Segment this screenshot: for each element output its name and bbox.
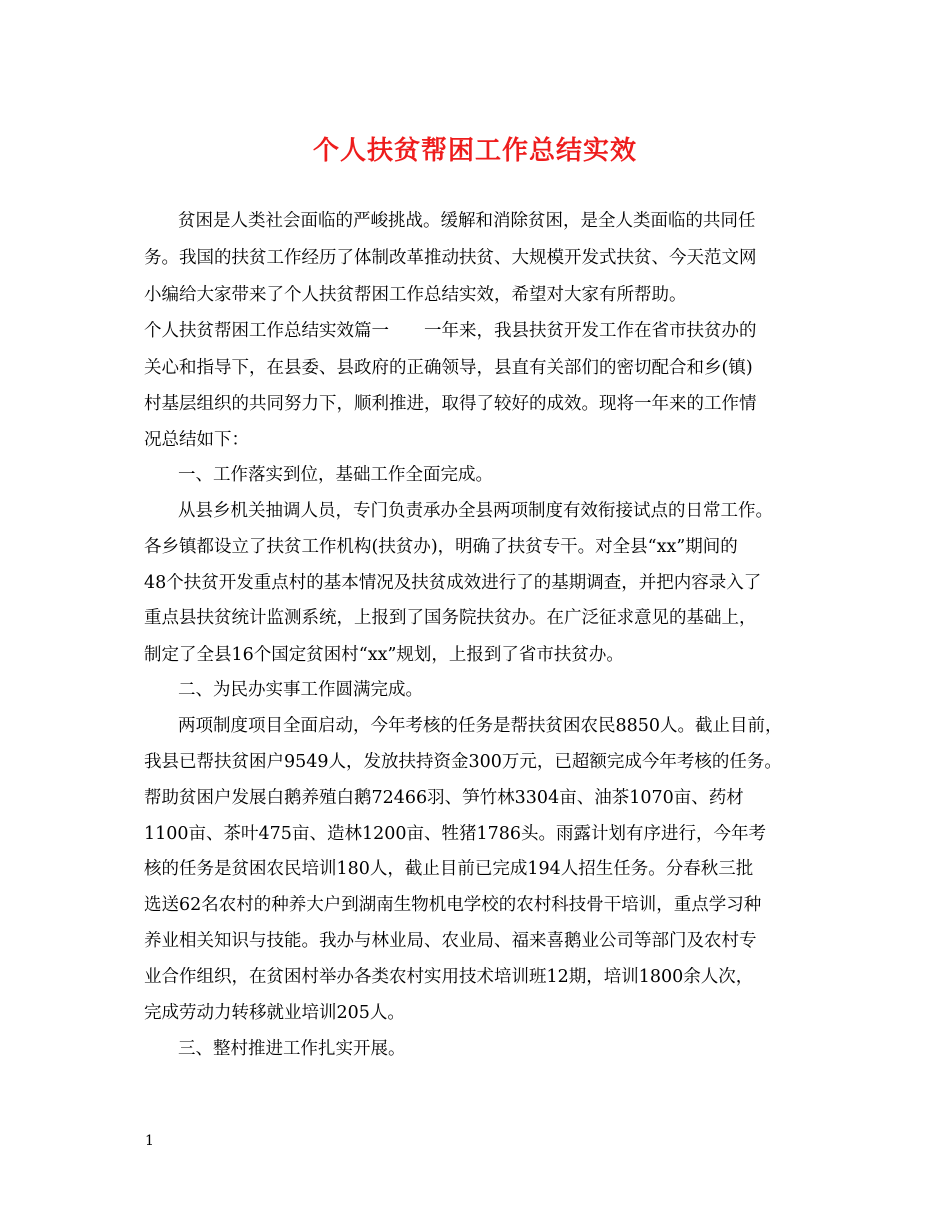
text-line: 重点县扶贫统计监测系统，上报到了国务院扶贫办。在广泛征求意见的基础上， (144, 608, 757, 628)
text-line: 贫困是人类社会面临的严峻挑战。缓解和消除贫困，是全人类面临的共同任 (178, 211, 756, 231)
text-line: 选送62名农村的种养大户到湖南生物机电学校的农村科技骨干培训，重点学习种 (144, 895, 762, 915)
text-line: 况总结如下： (144, 430, 249, 450)
document-title: 个人扶贫帮困工作总结实效 (312, 136, 637, 166)
text-line: 村基层组织的共同努力下，顺利推进，取得了较好的成效。现将一年来的工作情 (144, 394, 757, 414)
text-line: 1100亩、茶叶475亩、造林1200亩、牲猪1786头。雨露计划有序进行，今年考 (144, 824, 767, 844)
text-line: 48个扶贫开发重点村的基本情况及扶贫成效进行了的基期调查，并把内容录入了 (144, 573, 762, 593)
section-heading: 一、工作落实到位，基础工作全面完成。 (178, 465, 493, 485)
text-line: 制定了全县16个国定贫困村“xx”规划，上报到了省市扶贫办。 (144, 645, 624, 665)
page-number: 1 (145, 1133, 154, 1149)
section-heading: 二、为民办实事工作圆满完成。 (178, 680, 423, 700)
text-line: 养业相关知识与技能。我办与林业局、农业局、福来喜鹅业公司等部门及农村专 (144, 931, 757, 951)
text-line: 核的任务是贫困农民培训180人，截止目前已完成194人招生任务。分春秋三批 (144, 859, 754, 879)
text-line: 小编给大家带来了个人扶贫帮困工作总结实效，希望对大家有所帮助。 (144, 285, 687, 305)
text-line: 两项制度项目全面启动，今年考核的任务是帮扶贫困农民8850人。截止目前， (178, 716, 783, 736)
text-line: 从县乡机关抽调人员，专门负责承办全县两项制度有效衔接试点的日常工作。 (178, 501, 773, 521)
text-line: 完成劳动力转移就业培训205人。 (144, 1003, 405, 1023)
text-line: 务。我国的扶贫工作经历了体制改革推动扶贫、大规模开发式扶贫、今天范文网 (144, 248, 757, 268)
text-line: 各乡镇都设立了扶贫工作机构(扶贫办)，明确了扶贫专干。对全县“xx”期间的 (144, 537, 738, 557)
text-line: 帮助贫困户发展白鹅养殖白鹅72466羽、笋竹林3304亩、油茶1070亩、药材 (144, 788, 744, 808)
text-line: 业合作组织，在贫困村举办各类农村实用技术培训班12期，培训1800余人次， (144, 967, 754, 987)
section-heading: 三、整村推进工作扎实开展。 (178, 1039, 406, 1059)
text-line: 个人扶贫帮困工作总结实效篇一 一年来，我县扶贫开发工作在省市扶贫办的 (144, 321, 757, 341)
text-line: 我县已帮扶贫困户9549人，发放扶持资金300万元，已超额完成今年考核的任务。 (144, 752, 782, 772)
text-line: 关心和指导下，在县委、县政府的正确领导，县直有关部们的密切配合和乡(镇) (144, 358, 753, 378)
